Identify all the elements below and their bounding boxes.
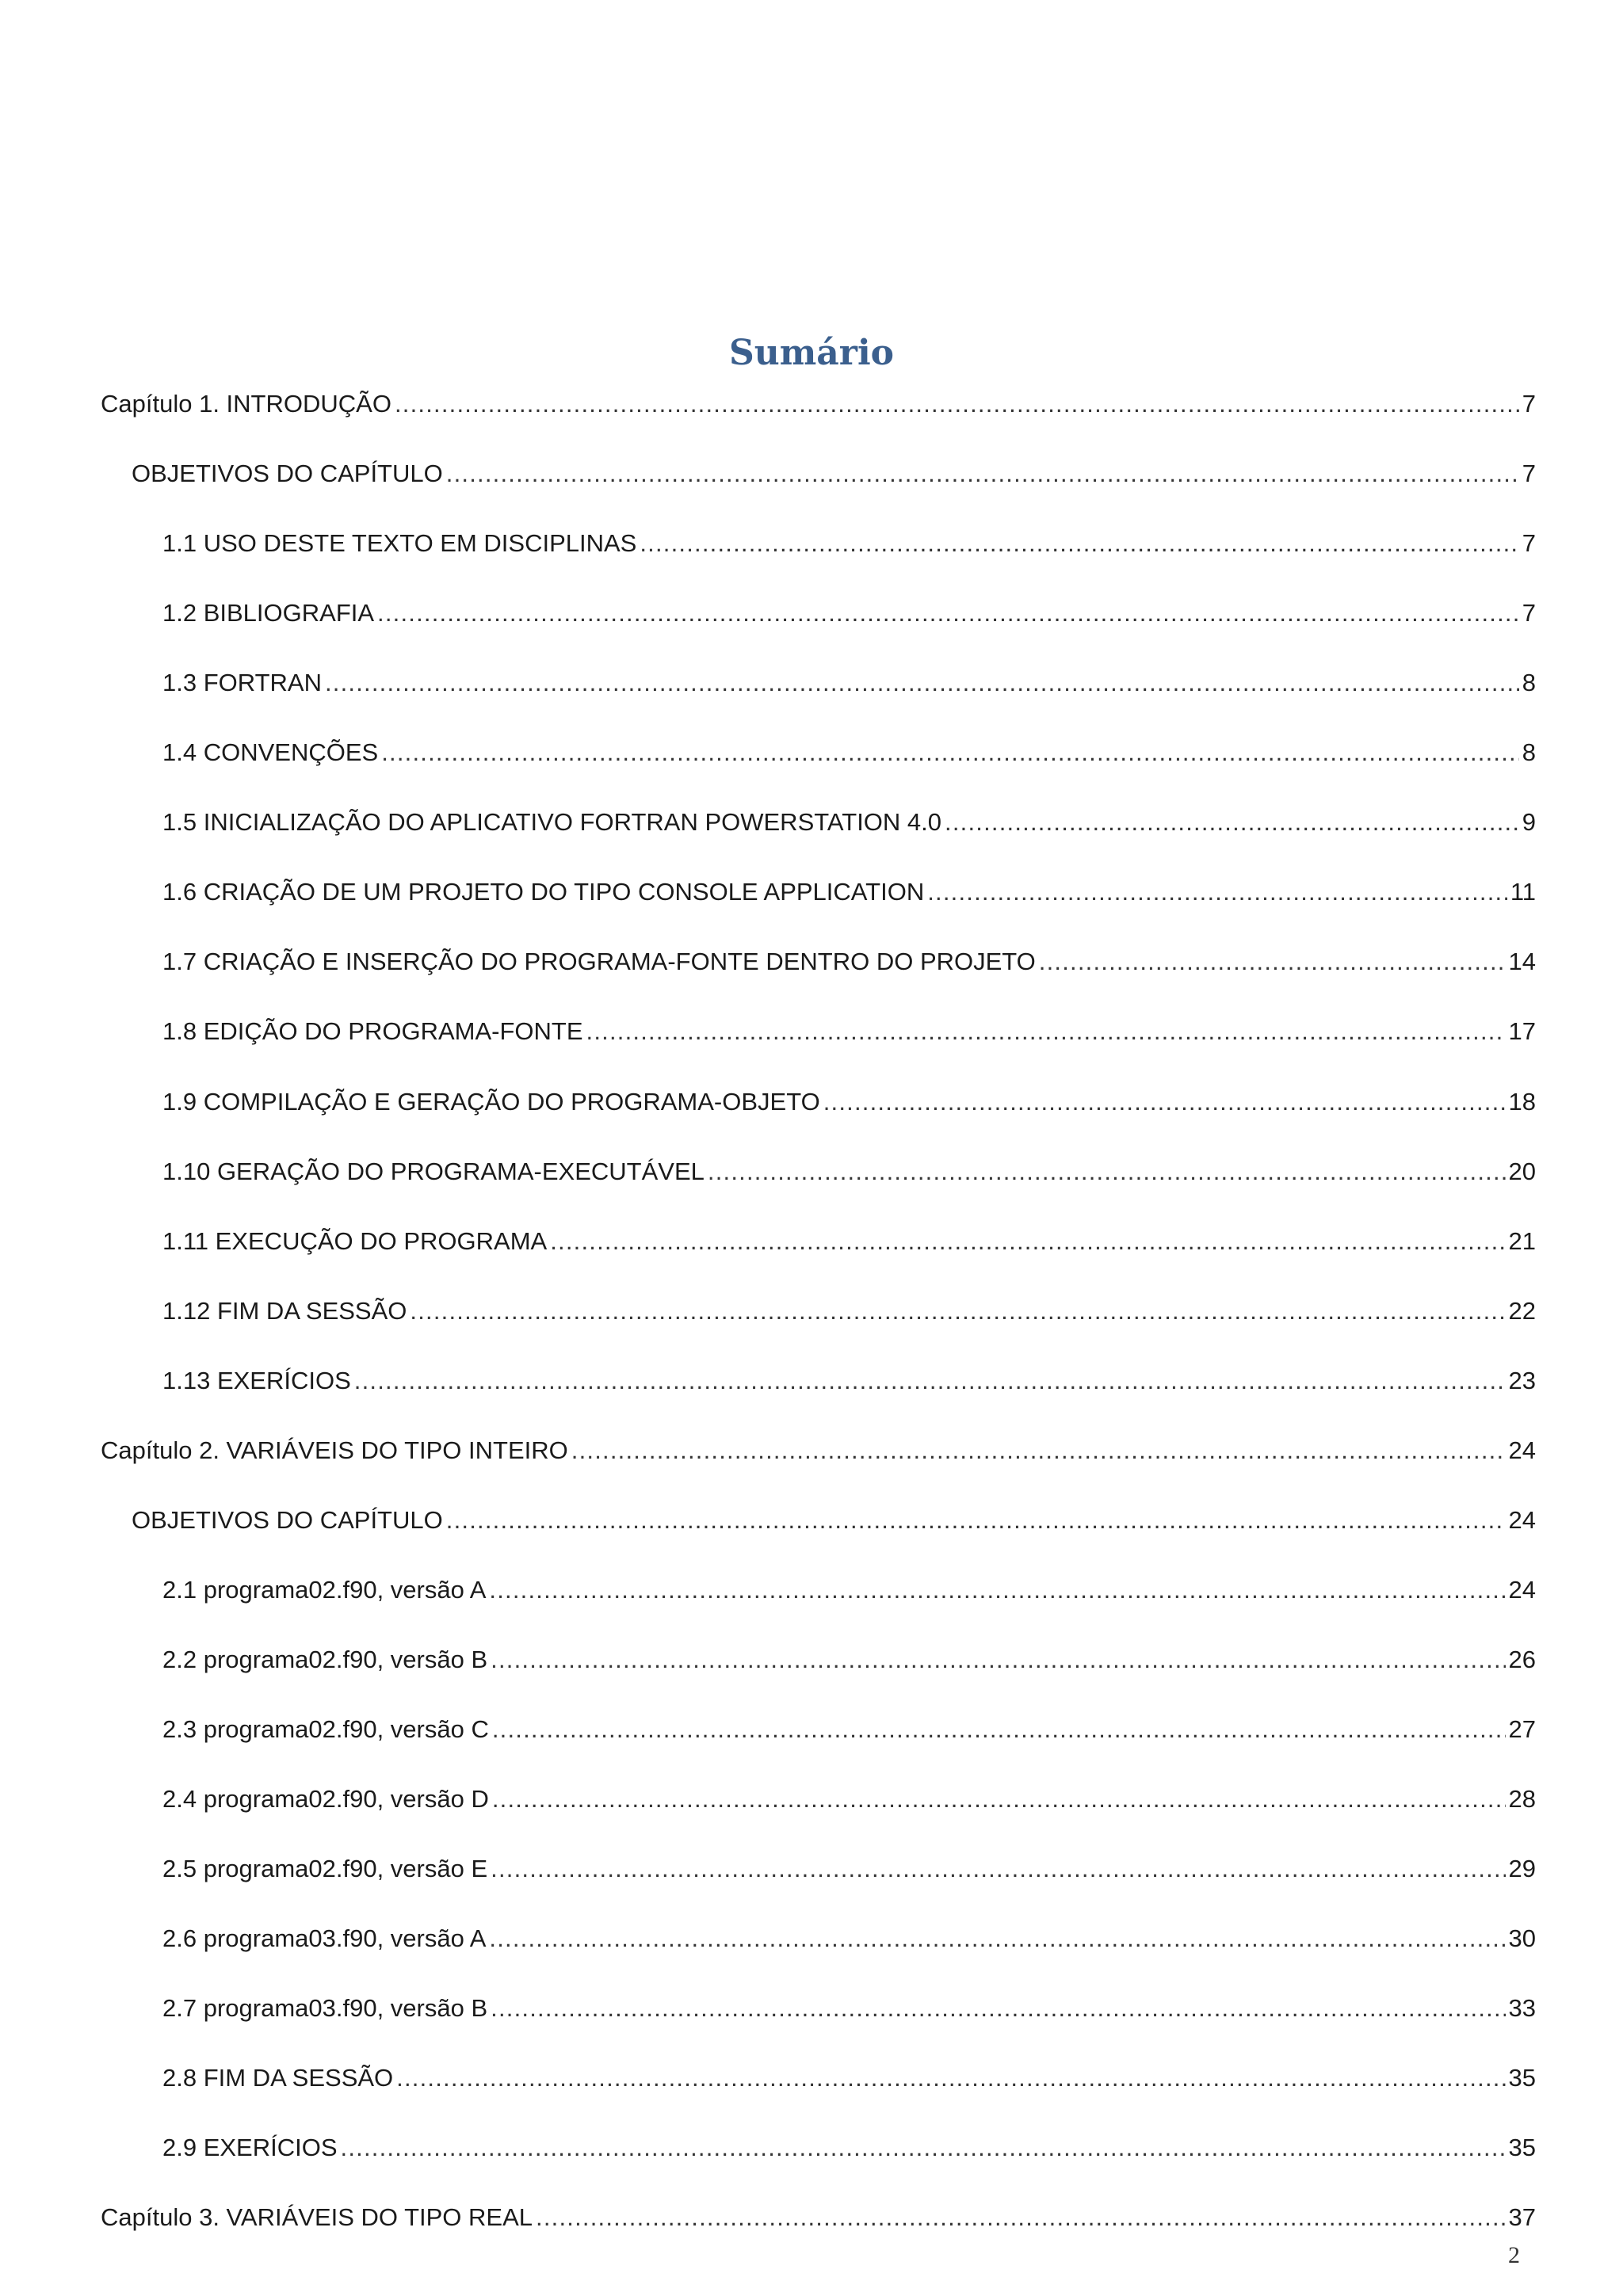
toc-entry-text: 1.10 GERAÇÃO DO PROGRAMA-EXECUTÁVEL	[162, 1158, 705, 1185]
toc-entry-page-number: 35	[1508, 2134, 1536, 2161]
toc-entry[interactable]	[132, 452, 1536, 490]
toc-entry[interactable]	[162, 940, 1536, 978]
toc-dot-leader	[708, 1156, 1506, 1188]
toc-entry-page-number: 7	[1522, 529, 1536, 557]
toc-dot-leader	[586, 1016, 1506, 1047]
toc-entry-page-number: 7	[1522, 390, 1536, 418]
toc-entry-text: 2.7 programa03.f90, versão B	[162, 1994, 488, 2022]
toc-entry-page-number: 20	[1508, 1158, 1536, 1185]
toc-entry-text: 1.7 CRIAÇÃO E INSERÇÃO DO PROGRAMA-FONTE DENTRO DO PROJETO	[162, 948, 1036, 975]
toc-entry-text: 2.3 programa02.f90, versão C	[162, 1715, 489, 1743]
toc-title: Sumário	[728, 333, 895, 373]
toc-dot-leader	[395, 388, 1519, 420]
toc-entry-text: Capítulo 1. INTRODUÇÃO	[101, 390, 391, 418]
toc-dot-leader	[823, 1086, 1506, 1118]
toc-entry[interactable]	[162, 1707, 1536, 1745]
toc-entry-page-number: 7	[1522, 460, 1536, 487]
toc-entry-text: 1.11 EXECUÇÃO DO PROGRAMA	[162, 1227, 548, 1255]
toc-entry-page-number: 24	[1508, 1576, 1536, 1604]
toc-entry-text: 1.4 CONVENÇÕES	[162, 738, 379, 766]
toc-entry[interactable]	[162, 1150, 1536, 1188]
toc-entry-text: 1.12 FIM DA SESSÃO	[162, 1297, 407, 1325]
toc-entry-page-number: 29	[1508, 1855, 1536, 1882]
toc-entry-page-number: 24	[1508, 1436, 1536, 1464]
toc-dot-leader	[489, 1574, 1505, 1606]
toc-dot-leader	[446, 1505, 1506, 1536]
page-number: 2	[1508, 2242, 1520, 2268]
toc-entry-page-number: 24	[1508, 1506, 1536, 1534]
toc-entry[interactable]	[162, 1986, 1536, 2024]
toc-entry-text: Capítulo 3. VARIÁVEIS DO TIPO REAL	[101, 2203, 533, 2231]
toc-entry[interactable]	[162, 1638, 1536, 1676]
toc-entry-page-number: 8	[1522, 738, 1536, 766]
toc-entry-page-number: 22	[1508, 1297, 1536, 1325]
toc-entry-text: 2.5 programa02.f90, versão E	[162, 1855, 488, 1882]
toc-entry-page-number: 26	[1508, 1646, 1536, 1673]
toc-entry-text: 2.4 programa02.f90, versão D	[162, 1785, 489, 1813]
toc-dot-leader	[571, 1435, 1506, 1466]
toc-entry-page-number: 7	[1522, 599, 1536, 627]
toc-entry-page-number: 37	[1508, 2203, 1536, 2231]
toc-entry[interactable]	[162, 591, 1536, 629]
toc-entry-page-number: 14	[1508, 948, 1536, 975]
toc-entry-page-number: 28	[1508, 1785, 1536, 1813]
toc-dot-leader	[491, 1993, 1505, 2024]
toc-entry[interactable]	[162, 661, 1536, 699]
toc-entry-text: 2.8 FIM DA SESSÃO	[162, 2064, 394, 2092]
toc-entry-text: 1.2 BIBLIOGRAFIA	[162, 599, 375, 627]
toc-entry-page-number: 30	[1508, 1924, 1536, 1952]
toc-entry-page-number: 21	[1508, 1227, 1536, 1255]
toc-entry-page-number: 9	[1522, 808, 1536, 836]
toc-dot-leader	[550, 1226, 1505, 1257]
toc-dot-leader	[491, 1644, 1505, 1676]
toc-entry-text: OBJETIVOS DO CAPÍTULO	[132, 460, 443, 487]
toc-entry[interactable]	[162, 1080, 1536, 1118]
toc-entry-page-number: 17	[1508, 1017, 1536, 1045]
toc-entry-text: Capítulo 2. VARIÁVEIS DO TIPO INTEIRO	[101, 1436, 568, 1464]
toc-entry-text: 1.5 INICIALIZAÇÃO DO APLICATIVO FORTRAN POWERSTATION 4.0	[162, 808, 942, 836]
toc-dot-leader	[492, 1783, 1506, 1815]
toc-entry-text: 1.3 FORTRAN	[162, 669, 322, 696]
toc-entry[interactable]	[162, 800, 1536, 838]
toc-entry-text: 1.8 EDIÇÃO DO PROGRAMA-FONTE	[162, 1017, 583, 1045]
toc-entry[interactable]	[162, 1219, 1536, 1257]
toc-entry-text: 1.1 USO DESTE TEXTO EM DISCIPLINAS	[162, 529, 637, 557]
toc-entry-text: 2.9 EXERÍCIOS	[162, 2134, 338, 2161]
toc-entry-page-number: 8	[1522, 669, 1536, 696]
toc-entry-page-number: 18	[1508, 1088, 1536, 1116]
toc-entry[interactable]	[162, 1777, 1536, 1815]
toc-entry-text: 1.9 COMPILAÇÃO E GERAÇÃO DO PROGRAMA-OBJETO	[162, 1088, 820, 1116]
toc-dot-leader	[492, 1714, 1506, 1745]
toc-dot-leader	[489, 1923, 1505, 1955]
toc-entry[interactable]	[162, 1009, 1536, 1047]
toc-entry[interactable]	[162, 2126, 1536, 2164]
toc-dot-leader	[381, 737, 1519, 769]
toc-entry[interactable]	[101, 1428, 1536, 1466]
toc-entry[interactable]	[101, 382, 1536, 420]
toc-entry-text: 2.6 programa03.f90, versão A	[162, 1924, 487, 1952]
toc-entry[interactable]	[162, 730, 1536, 769]
toc-dot-leader	[410, 1295, 1505, 1327]
toc-entry[interactable]	[101, 2195, 1536, 2233]
toc-entry[interactable]	[162, 521, 1536, 559]
toc-entry-page-number: 23	[1508, 1367, 1536, 1394]
toc-entry[interactable]	[162, 1917, 1536, 1955]
toc-dot-leader	[341, 2132, 1506, 2164]
toc-entry-page-number: 11	[1510, 878, 1536, 906]
toc-dot-leader	[1039, 946, 1506, 978]
toc-dot-leader	[927, 876, 1507, 908]
toc-entry-page-number: 35	[1508, 2064, 1536, 2092]
toc-entry[interactable]	[162, 1568, 1536, 1606]
toc-entry-text: 1.13 EXERÍCIOS	[162, 1367, 351, 1394]
toc-dot-leader	[377, 597, 1519, 629]
toc-entry[interactable]	[162, 1847, 1536, 1885]
toc-entry[interactable]	[162, 870, 1536, 908]
toc-entry-page-number: 33	[1508, 1994, 1536, 2022]
toc-entry[interactable]	[162, 1289, 1536, 1327]
toc-entry[interactable]	[132, 1498, 1536, 1536]
toc-entry[interactable]	[162, 1359, 1536, 1397]
toc-entry-text: OBJETIVOS DO CAPÍTULO	[132, 1506, 443, 1534]
toc-dot-leader	[491, 1853, 1505, 1885]
toc-entry-text: 2.2 programa02.f90, versão B	[162, 1646, 488, 1673]
toc-entry[interactable]	[162, 2056, 1536, 2094]
toc-entry-page-number: 27	[1508, 1715, 1536, 1743]
toc-dot-leader	[945, 807, 1519, 838]
toc-dot-leader	[640, 528, 1518, 559]
toc-entry-text: 2.1 programa02.f90, versão A	[162, 1576, 487, 1604]
toc-dot-leader	[536, 2202, 1506, 2233]
toc-dot-leader	[396, 2062, 1505, 2094]
toc-dot-leader	[354, 1365, 1506, 1397]
toc-entry-text: 1.6 CRIAÇÃO DE UM PROJETO DO TIPO CONSOLE APPLICATION	[162, 878, 925, 906]
toc-dot-leader	[325, 667, 1519, 699]
toc-dot-leader	[446, 458, 1519, 490]
